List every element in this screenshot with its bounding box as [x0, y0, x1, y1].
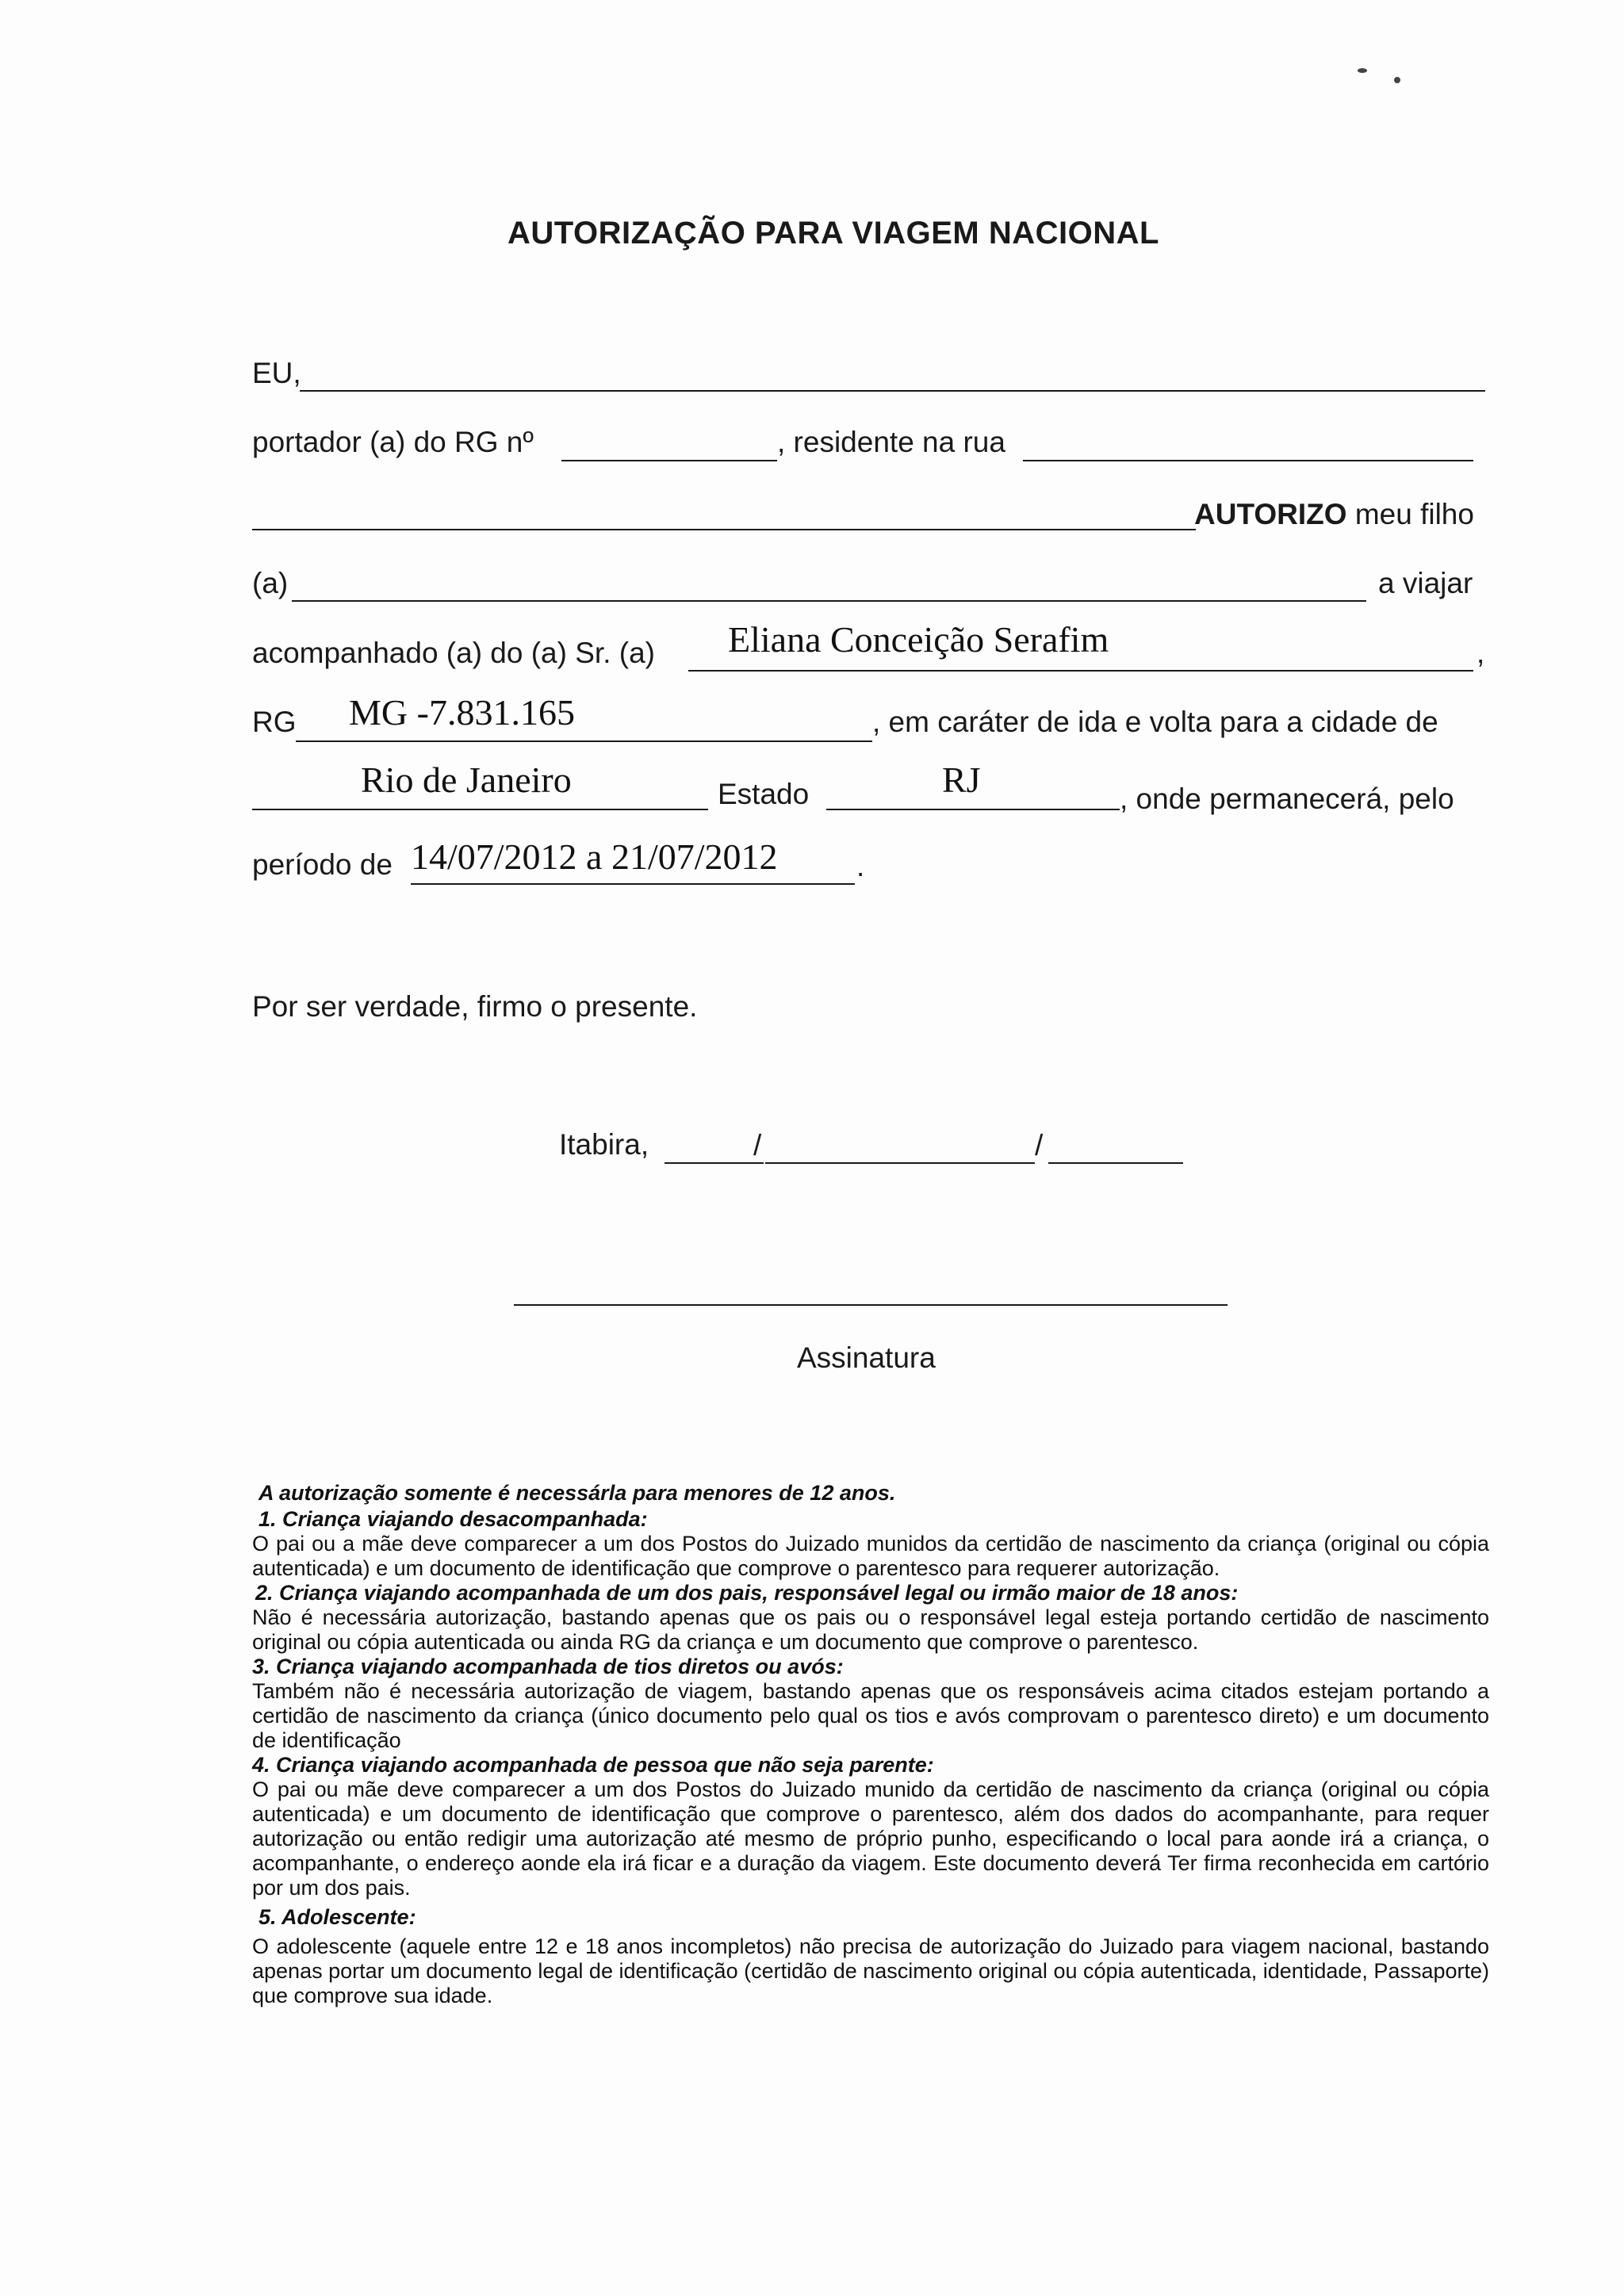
section-1-title: 1. Criança viajando desacompanhada: — [259, 1507, 648, 1531]
label-autorizo — [1194, 498, 1474, 531]
scan-speck — [1358, 68, 1367, 73]
label-residente: , residente na rua — [777, 426, 1005, 458]
label-periodo: período de — [252, 848, 393, 881]
field-companion-line[interactable] — [688, 670, 1473, 672]
field-child-name-line[interactable] — [292, 600, 1366, 602]
instructions-section — [252, 1481, 1489, 2008]
section-3-text: Também não é necessária autorização de viagem, bastando apenas que os responsáveis acima citados estejam portando a certidão de nascimento da criança (único documento pelo qual os tios e avós comprovam o parentesco direto) e um documento de identificação — [252, 1679, 1489, 1752]
field-month-line[interactable] — [765, 1162, 1035, 1164]
field-state-line[interactable] — [826, 809, 1120, 810]
label-eu: EU, — [252, 357, 301, 389]
page-title: AUTORIZAÇÃO PARA VIAGEM NACIONAL — [508, 216, 1159, 251]
declaration-text: Por ser verdade, firmo o presente. — [252, 990, 698, 1023]
label-period-end: . — [856, 850, 865, 882]
label-carater: , em caráter de ida e volta para a cidade de — [872, 706, 1438, 738]
section-2-text: Não é necessária autorização, bastando apenas que os pais ou o responsável legal esteja portando certidão de nascimento original ou cópia autenticada ou ainda RG da criança e um documento que comprove o parentesco. — [252, 1605, 1489, 1654]
signature-line[interactable] — [514, 1304, 1228, 1306]
field-name-line[interactable] — [300, 390, 1485, 392]
notes-intro: A autorização somente é necessárla para menores de 12 anos. — [259, 1481, 896, 1505]
label-portador: portador (a) do RG nº — [252, 426, 534, 458]
field-companion-rg-line[interactable] — [296, 740, 872, 742]
state-value: RJ — [942, 760, 981, 800]
label-acompanhado: acompanhado (a) do (a) Sr. (a) — [252, 637, 655, 669]
autorizo-bold: AUTORIZO — [1194, 498, 1347, 530]
rg-value: MG -7.831.165 — [349, 692, 575, 733]
field-day-line[interactable] — [665, 1162, 764, 1164]
section-5-text: O adolescente (aquele entre 12 e 18 anos incompletos) não precisa de autorização do Juizado para viagem nacional, bastando apenas portar um documento legal de identificação (certidão de nascimento original ou cópia autenticada, identidade, Passaporte) que comprove sua idade. — [252, 1934, 1489, 2007]
date-slash: / — [1035, 1129, 1044, 1161]
section-3-title: 3. Criança viajando acompanhada de tios diretos ou avós: — [252, 1655, 844, 1678]
date-slash: / — [753, 1129, 762, 1161]
label-a-viajar: a viajar — [1378, 567, 1473, 599]
field-street-continued-line[interactable] — [252, 529, 1196, 530]
period-value: 14/07/2012 a 21/07/2012 — [411, 836, 778, 877]
label-a: (a) — [252, 567, 289, 599]
section-4-title: 4. Criança viajando acompanhada de pessoa que não seja parente: — [252, 1753, 934, 1777]
scan-speck — [1394, 77, 1400, 83]
section-2-title: 2. Criança viajando acompanhada de um dos pais, responsável legal ou irmão maior de 18 anos: — [255, 1581, 1239, 1605]
autorizo-rest: meu filho — [1346, 498, 1474, 530]
label-assinatura: Assinatura — [797, 1341, 936, 1374]
field-street-line[interactable] — [1023, 460, 1473, 461]
field-year-line[interactable] — [1048, 1162, 1183, 1164]
companion-name-value: Eliana Conceição Serafim — [728, 619, 1109, 660]
label-itabira: Itabira, — [559, 1128, 649, 1161]
label-rg: RG — [252, 706, 297, 738]
label-comma: , — [1477, 637, 1485, 669]
field-city-line[interactable] — [252, 809, 708, 810]
section-1-text: O pai ou a mãe deve comparecer a um dos Postos do Juizado munidos da certidão de nascimento da criança (original ou cópia autenticada) e um documento de identificação que comprove o parentesco para requerer autorização. — [252, 1532, 1489, 1580]
section-5-title: 5. Adolescente: — [259, 1905, 416, 1929]
label-estado: Estado — [718, 778, 810, 810]
field-period-line[interactable] — [411, 883, 855, 885]
field-rg-line[interactable] — [561, 460, 777, 461]
city-value: Rio de Janeiro — [361, 760, 572, 800]
label-onde: , onde permanecerá, pelo — [1120, 783, 1454, 815]
section-4-text: O pai ou mãe deve comparecer a um dos Postos do Juizado munido da certidão de nascimento da criança (original ou cópia autenticada) e um documento de identificação que comprove o parentesco, além dos dados do acompanhante, para requer autorização ou então redigir uma autorização até mesmo de próprio punho, especificando o local para aonde irá a criança, o acompanhante, o endereço aonde ela irá ficar e a duração da viagem. Este documento deverá Ter firma reconhecida em cartório por um dos pais. — [252, 1777, 1489, 1900]
